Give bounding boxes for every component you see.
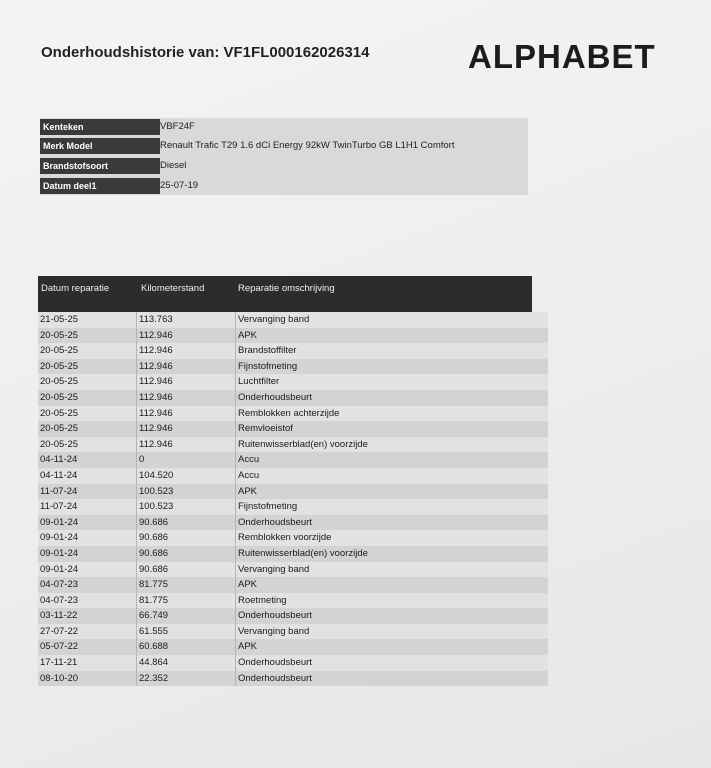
- cell-date: 20-05-25: [40, 329, 79, 341]
- table-row: [38, 343, 548, 359]
- table-row: [38, 562, 548, 578]
- info-key: Merk Model: [40, 138, 160, 154]
- column-header-description: Reparatie omschrijving: [238, 283, 335, 294]
- table-row: [38, 437, 548, 453]
- cell-mileage: 60.688: [139, 641, 169, 653]
- cell-description: Onderhoudsbeurt: [238, 391, 312, 403]
- cell-description: APK: [238, 329, 258, 341]
- table-row: [38, 671, 548, 687]
- cell-date: 20-05-25: [40, 407, 79, 419]
- table-header: [38, 276, 532, 312]
- cell-mileage: 112.946: [139, 376, 173, 388]
- column-header-mileage: Kilometerstand: [141, 283, 205, 294]
- cell-description: Remblokken achterzijde: [238, 407, 340, 419]
- table-row: [38, 374, 548, 390]
- cell-mileage: 90.686: [139, 516, 169, 528]
- info-value: Renault Trafic T29 1.6 dCi Energy 92kW TwinTurbo GB L1H1 Comfort: [160, 140, 455, 151]
- column-header-date: Datum reparatie: [41, 283, 110, 294]
- alphabet-logo: ALPHABET: [468, 38, 656, 75]
- cell-date: 21-05-25: [40, 314, 79, 325]
- table-row: [38, 655, 548, 671]
- cell-date: 05-07-22: [40, 641, 79, 653]
- cell-description: APK: [238, 485, 258, 497]
- cell-description: Accu: [238, 454, 260, 466]
- table-row: [38, 484, 548, 500]
- cell-date: 17-11-21: [40, 657, 78, 669]
- cell-date: 11-07-24: [40, 485, 78, 497]
- cell-mileage: 81.775: [139, 594, 169, 606]
- table-row: [38, 546, 548, 562]
- cell-date: 11-07-24: [40, 501, 78, 513]
- cell-date: 09-01-24: [40, 532, 79, 544]
- cell-mileage: 66.749: [139, 610, 169, 622]
- document-title: Onderhoudshistorie van: VF1FL000162026314: [41, 44, 370, 61]
- cell-description: Ruitenwisserblad(en) voorzijde: [238, 438, 368, 450]
- table-row: [38, 328, 548, 344]
- cell-description: Vervanging band: [238, 625, 310, 637]
- info-value: 25-07-19: [160, 180, 199, 191]
- cell-description: Onderhoudsbeurt: [238, 610, 312, 622]
- cell-description: APK: [238, 579, 258, 591]
- cell-description: Onderhoudsbeurt: [238, 657, 312, 669]
- column-divider: [136, 312, 137, 686]
- cell-description: Luchtfilter: [238, 376, 280, 388]
- cell-description: APK: [238, 641, 258, 653]
- vehicle-info-table: [40, 118, 528, 195]
- table-row: [38, 390, 548, 406]
- table-row: [38, 608, 548, 624]
- vehicle-info-row: [40, 158, 528, 175]
- cell-date: 03-11-22: [40, 610, 78, 622]
- table-row: [38, 406, 548, 422]
- cell-description: Onderhoudsbeurt: [238, 516, 312, 528]
- cell-description: Ruitenwisserblad(en) voorzijde: [238, 547, 368, 559]
- cell-mileage: 100.523: [139, 485, 174, 497]
- table-row: [38, 639, 548, 655]
- cell-mileage: 112.946: [139, 391, 173, 403]
- cell-description: Brandstoffilter: [238, 345, 297, 357]
- cell-mileage: 112.946: [139, 438, 173, 450]
- cell-mileage: 100.523: [139, 501, 174, 513]
- cell-description: Onderhoudsbeurt: [238, 672, 312, 684]
- table-row: [38, 421, 548, 437]
- info-key: Kenteken: [40, 119, 160, 135]
- cell-mileage: 81.775: [139, 579, 169, 591]
- table-row: [38, 468, 548, 484]
- info-key: Brandstofsoort: [40, 158, 160, 174]
- table-row: [38, 452, 548, 468]
- cell-date: 08-10-20: [40, 672, 79, 684]
- cell-date: 20-05-25: [40, 360, 79, 372]
- cell-description: Accu: [238, 469, 260, 481]
- cell-date: 04-07-23: [40, 594, 79, 606]
- cell-date: 09-01-24: [40, 563, 79, 575]
- table-row: [38, 577, 548, 593]
- cell-mileage: 112.946: [139, 329, 173, 341]
- cell-date: 09-01-24: [40, 547, 79, 559]
- cell-mileage: 112.946: [139, 360, 173, 372]
- cell-mileage: 0: [139, 454, 145, 466]
- table-row: [38, 359, 548, 375]
- cell-description: Vervanging band: [238, 563, 310, 575]
- cell-mileage: 112.946: [139, 423, 173, 435]
- vehicle-info-row: [40, 178, 528, 195]
- cell-date: 27-07-22: [40, 625, 79, 637]
- cell-mileage: 44.864: [139, 657, 169, 669]
- cell-mileage: 90.686: [139, 547, 169, 559]
- cell-description: Remvloeistof: [238, 423, 293, 435]
- cell-description: Vervanging band: [238, 314, 310, 325]
- cell-date: 04-11-24: [40, 454, 78, 466]
- vehicle-info-row: [40, 138, 528, 155]
- table-row: [38, 530, 548, 546]
- cell-date: 04-11-24: [40, 469, 78, 481]
- table-row: [38, 624, 548, 640]
- cell-mileage: 90.686: [139, 532, 169, 544]
- cell-date: 20-05-25: [40, 438, 79, 450]
- table-body: [38, 312, 548, 686]
- cell-mileage: 90.686: [139, 563, 169, 575]
- table-row: [38, 515, 548, 531]
- cell-description: Fijnstofmeting: [238, 501, 298, 513]
- cell-mileage: 112.946: [139, 345, 173, 357]
- cell-description: Roetmeting: [238, 594, 287, 606]
- cell-mileage: 112.946: [139, 407, 173, 419]
- cell-mileage: 61.555: [139, 625, 169, 637]
- column-divider: [235, 312, 236, 686]
- cell-mileage: 113.763: [139, 314, 173, 325]
- cell-date: 20-05-25: [40, 391, 79, 403]
- cell-date: 04-07-23: [40, 579, 79, 591]
- cell-date: 09-01-24: [40, 516, 79, 528]
- cell-date: 20-05-25: [40, 345, 79, 357]
- cell-mileage: 104.520: [139, 469, 174, 481]
- table-row: [38, 312, 548, 328]
- repair-history-table: [38, 276, 532, 686]
- info-key: Datum deel1: [40, 178, 160, 194]
- cell-description: Fijnstofmeting: [238, 360, 298, 372]
- info-value: VBF24F: [160, 121, 195, 132]
- cell-description: Remblokken voorzijde: [238, 532, 332, 544]
- info-value: Diesel: [160, 160, 187, 171]
- table-row: [38, 593, 548, 609]
- vehicle-info-row: [40, 119, 528, 136]
- cell-date: 20-05-25: [40, 376, 79, 388]
- cell-date: 20-05-25: [40, 423, 79, 435]
- cell-mileage: 22.352: [139, 672, 169, 684]
- table-row: [38, 499, 548, 515]
